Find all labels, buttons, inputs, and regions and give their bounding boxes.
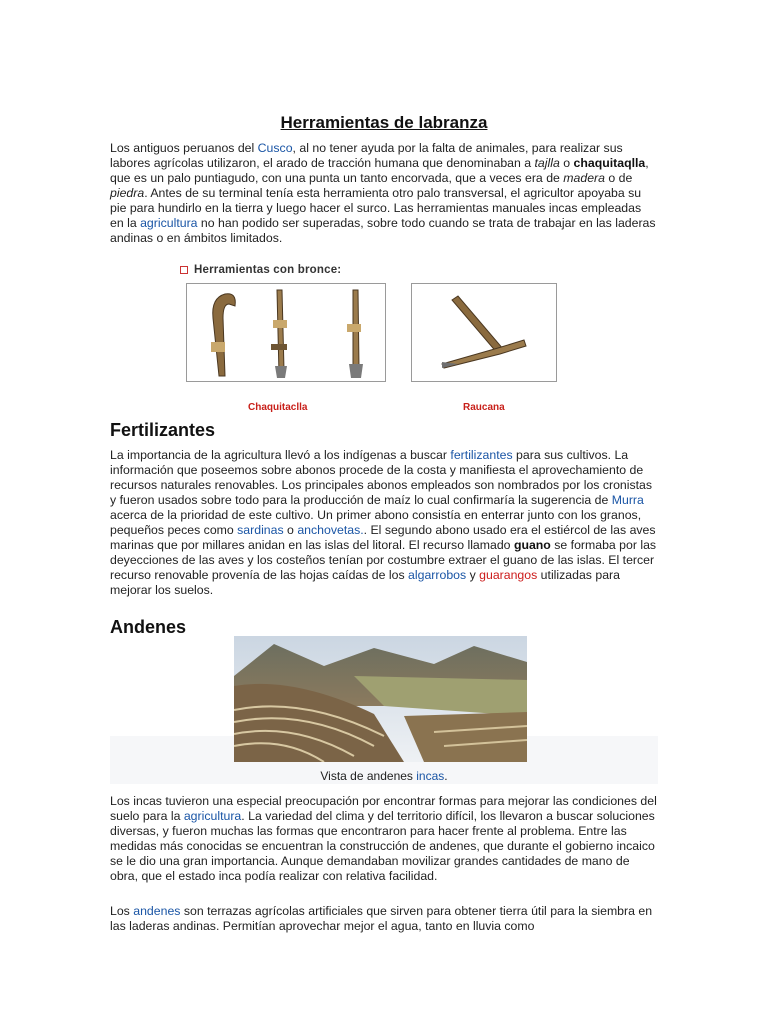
term-tajlla: tajlla <box>534 156 560 170</box>
link-guarangos[interactable]: guarangos <box>479 568 538 582</box>
text: . El segundo abono usado era el estiércol de las aves marinas que por millares anidan en las islas del litoral. El recurso llamado <box>110 523 656 552</box>
tools-caption-text: Herramientas con bronce: <box>194 264 342 276</box>
tools-caption <box>180 264 341 276</box>
text: son terrazas agrícolas artificiales que sirven para obtener tierra útil para la siembra en las laderas andinas. Permitían aprovechar mejor el agua, tanto en lluvia como <box>110 904 653 933</box>
text: o <box>283 523 298 537</box>
text: utilizadas para mejorar los suelos. <box>110 568 620 597</box>
raucana-tool-icon <box>412 284 556 381</box>
bullet-square-icon <box>180 266 188 274</box>
text: . <box>444 769 448 783</box>
text: o de <box>605 171 633 185</box>
photo-caption <box>110 769 658 783</box>
text: Los antiguos peruanos del <box>110 141 258 155</box>
text: . Antes de su terminal tenía esta herramienta otro palo transversal, el agricultor apoyaba su pie para hundirlo en la tierra y luego hacer el surco. Las herramientas manuales incas empleadas en la <box>110 186 642 230</box>
page-title: Herramientas de labranza <box>280 113 488 132</box>
text: acerca de la prioridad de este cultivo. Un primer abono consistía en enterrar junto con los granos, pequeños peces como <box>110 508 642 537</box>
chaquitaclla-tools-icon <box>187 284 385 381</box>
link-agricultura[interactable]: agricultura <box>140 216 198 230</box>
andenes-terraces-icon <box>234 636 527 762</box>
text: o <box>559 156 574 170</box>
link-cusco[interactable]: Cusco <box>257 141 293 155</box>
text: . La variedad del clima y del territorio difícil, los llevaron a buscar soluciones diversas, y fueron muchas las formas que encontraron para hacer frente al problema. Entre las medidas más conocidas se encuentran la construcción de andenes, que durante el gobierno incaico se le dio una gran importancia. Aunque demandaban movilizar grandes cantidades de mano de obra, que el estado inca podía realizar con relativa facilidad. <box>110 809 655 883</box>
intro-paragraph <box>110 141 658 246</box>
link-sardinas[interactable]: sardinas <box>237 523 284 537</box>
raucana-image <box>411 283 557 382</box>
section-heading-fertilizantes: Fertilizantes <box>110 420 216 440</box>
link-fertilizantes[interactable]: fertilizantes <box>450 448 513 462</box>
chaquitaclla-label: Chaquitaclla <box>248 402 308 413</box>
andenes-photo <box>234 636 527 762</box>
text: Los <box>110 904 134 918</box>
andenes-paragraph-2 <box>110 904 658 934</box>
link-algarrobos[interactable]: algarrobos <box>408 568 467 582</box>
text: La importancia de la agricultura llevó a los indígenas a buscar <box>110 448 451 462</box>
text: Los incas tuvieron una especial preocupación por encontrar formas para mejorar las condiciones del suelo para la <box>110 794 657 823</box>
link-anchovetas[interactable]: anchovetas. <box>297 523 364 537</box>
text: no han podido ser superadas, sobre todo cuando se trata de trabajar en las laderas andinas o en ámbitos limitados. <box>110 216 656 245</box>
raucana-label: Raucana <box>463 402 505 413</box>
term-chaquitaqlla: chaquitaqlla <box>573 156 646 170</box>
text: para sus cultivos. La información que poseemos sobre abonos procede de la costa y manifiesta el aprovechamiento de recursos naturales renovables. Los principales abonos empleados son nombrados por los cronistas y fueron usados sobre todo para la producción de maíz lo cual confirmaría la sugerencia de <box>110 448 653 507</box>
chaquitaclla-image <box>186 283 386 382</box>
link-andenes[interactable]: andenes <box>133 904 181 918</box>
andenes-paragraph-1 <box>110 794 658 884</box>
text: se formaba por las deyecciones de las aves y los costeños tenían por costumbre extraer el guano de las islas. El tercer recurso renovable provenía de las hojas caídas de los <box>110 538 657 582</box>
section-heading-andenes: Andenes <box>110 617 187 637</box>
text: , al no tener ayuda por la falta de animales, para realizar sus labores agrícolas utilizaron, el arado de tracción humana que denominaban a <box>110 141 623 170</box>
fertilizantes-paragraph <box>110 448 658 598</box>
text: , que es un palo puntiagudo, con una punta un tanto encorvada, que a veces era de <box>110 156 649 185</box>
text: y <box>466 568 480 582</box>
term-piedra: piedra <box>110 186 145 200</box>
term-madera: madera <box>563 171 605 185</box>
term-guano: guano <box>513 538 551 552</box>
link-agricultura-2[interactable]: agricultura <box>183 809 242 823</box>
text: Vista de andenes <box>320 769 417 783</box>
link-murra[interactable]: Murra <box>611 493 644 507</box>
link-incas[interactable]: incas <box>416 769 445 783</box>
